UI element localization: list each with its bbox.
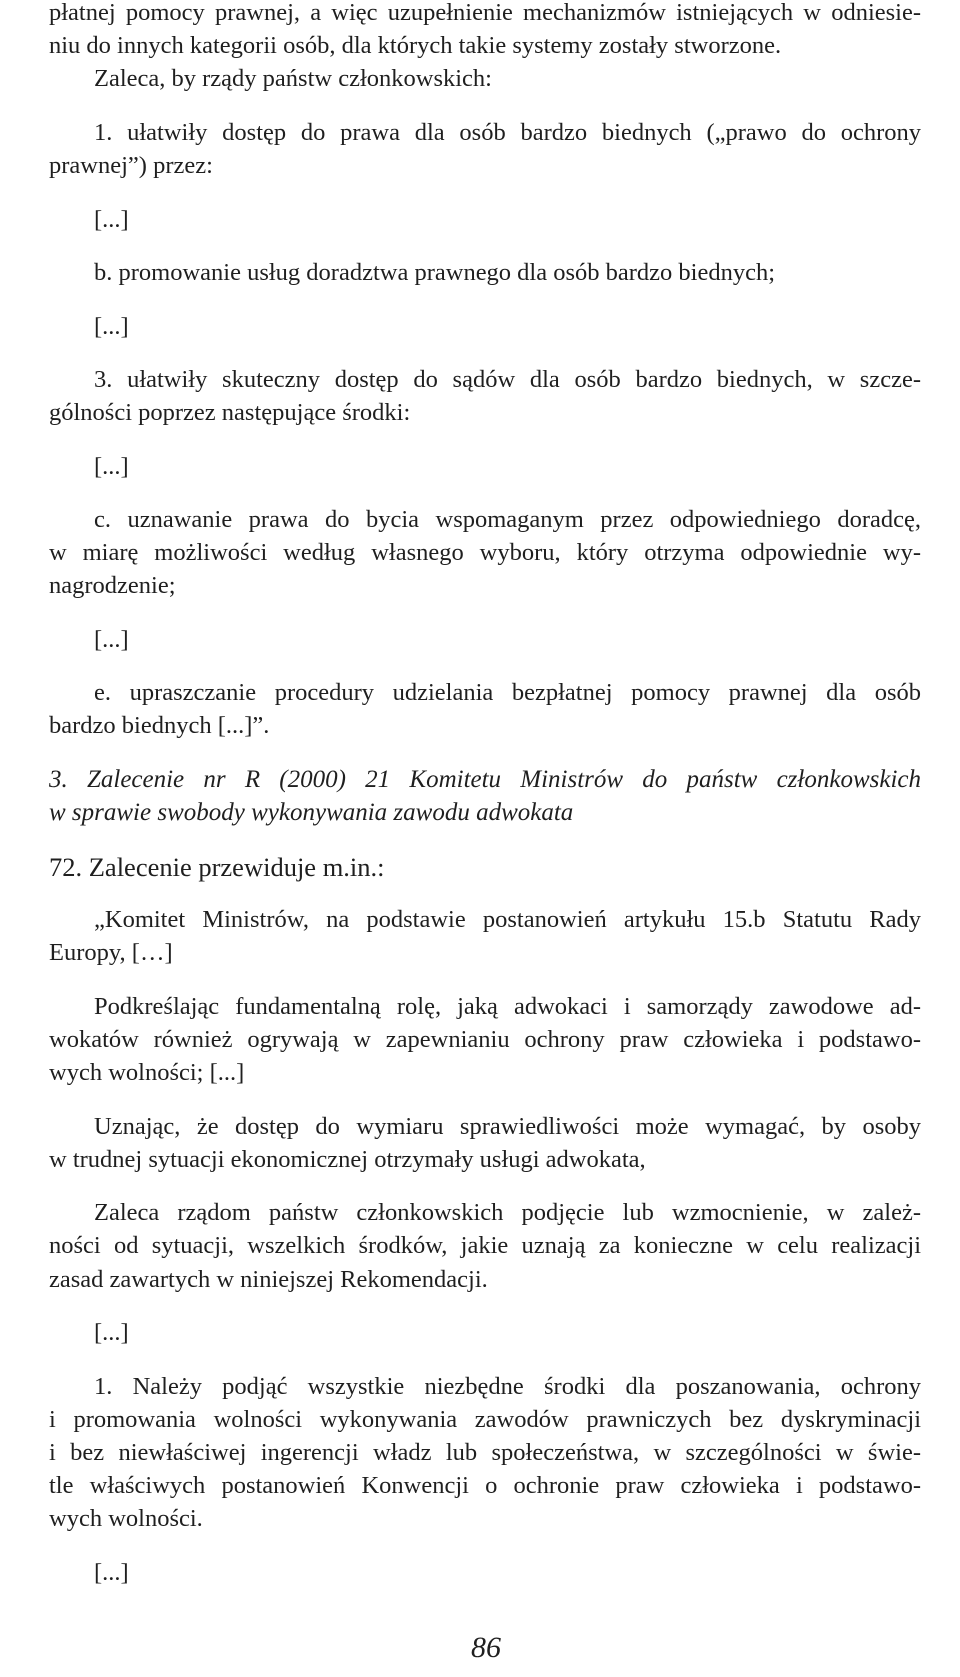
text-line: Europy, […] [49,939,173,966]
text-line: 1. ułatwiły dostęp do prawa dla osób bardzo biednych („prawo do ochrony [94,119,921,146]
document-page [49,0,921,1677]
section-heading-continued: w sprawie swobody wykonywania zawodu adwokata [49,799,574,826]
text-line: wokatów również ogrywają w zapewnianiu ochrony praw człowieka i podstawo- [49,1026,921,1053]
text-line: [...] [94,313,129,340]
text-line: Zaleca rządom państw członkowskich podjęcie lub wzmocnienie, w zależ- [94,1199,921,1226]
text-line: płatnej pomocy prawnej, a więc uzupełnienie mechanizmów istniejących w odniesie- [49,0,921,26]
text-line: [...] [94,1559,129,1586]
text-line: c. uznawanie prawa do bycia wspomaganym przez odpowiedniego doradcę, [94,506,921,533]
text-line: w miarę możliwości według własnego wyboru, który otrzyma odpowiednie wy- [49,539,921,566]
text-line: [...] [94,626,129,653]
text-line: ności od sytuacji, wszelkich środków, jakie uznają za konieczne w celu realizacji [49,1232,921,1259]
text-line: Podkreślając fundamentalną rolę, jaką adwokaci i samorządy zawodowe ad- [94,993,921,1020]
text-line: wych wolności. [49,1505,203,1532]
text-line: 3. ułatwiły skuteczny dostęp do sądów dla osób bardzo biednych, w szcze- [94,366,921,393]
text-line: prawnej”) przez: [49,152,213,179]
section-heading: 3. Zalecenie nr R (2000) 21 Komitetu Ministrów do państw członkowskich [49,766,921,793]
text-line: Zaleca, by rządy państw członkowskich: [94,65,492,92]
text-line: bardzo biednych [...]”. [49,712,270,739]
text-line: w trudnej sytuacji ekonomicznej otrzymały usługi adwokata, [49,1146,646,1173]
text-line: zasad zawartych w niniejszej Rekomendacji. [49,1266,488,1293]
text-line: e. upraszczanie procedury udzielania bezpłatnej pomocy prawnej dla osób [94,679,921,706]
text-line: niu do innych kategorii osób, dla których takie systemy zostały stworzone. [49,32,782,59]
text-line: [...] [94,206,129,233]
paragraph-number-line: 72. Zalecenie przewiduje m.in.: [49,852,385,882]
text-line: i promowania wolności wykonywania zawodów prawniczych bez dyskryminacji [49,1406,921,1433]
text-line: wych wolności; [...] [49,1059,245,1086]
text-line: nagrodzenie; [49,572,176,599]
text-line: Uznając, że dostęp do wymiaru sprawiedliwości może wymagać, by osoby [94,1113,921,1140]
text-line: tle właściwych postanowień Konwencji o ochronie praw człowieka i podstawo- [49,1472,921,1499]
text-line: i bez niewłaściwej ingerencji władz lub społeczeństwa, w szczególności w świe- [49,1439,921,1466]
text-line: 1. Należy podjąć wszystkie niezbędne środki dla poszanowania, ochrony [94,1373,921,1400]
text-line: „Komitet Ministrów, na podstawie postanowień artykułu 15.b Statutu Rady [94,906,921,933]
text-line: gólności poprzez następujące środki: [49,399,411,426]
text-line: [...] [94,1319,129,1346]
text-line: b. promowanie usług doradztwa prawnego dla osób bardzo biednych; [94,259,776,286]
text-line: [...] [94,453,129,480]
page-number: 86 [471,1631,501,1664]
